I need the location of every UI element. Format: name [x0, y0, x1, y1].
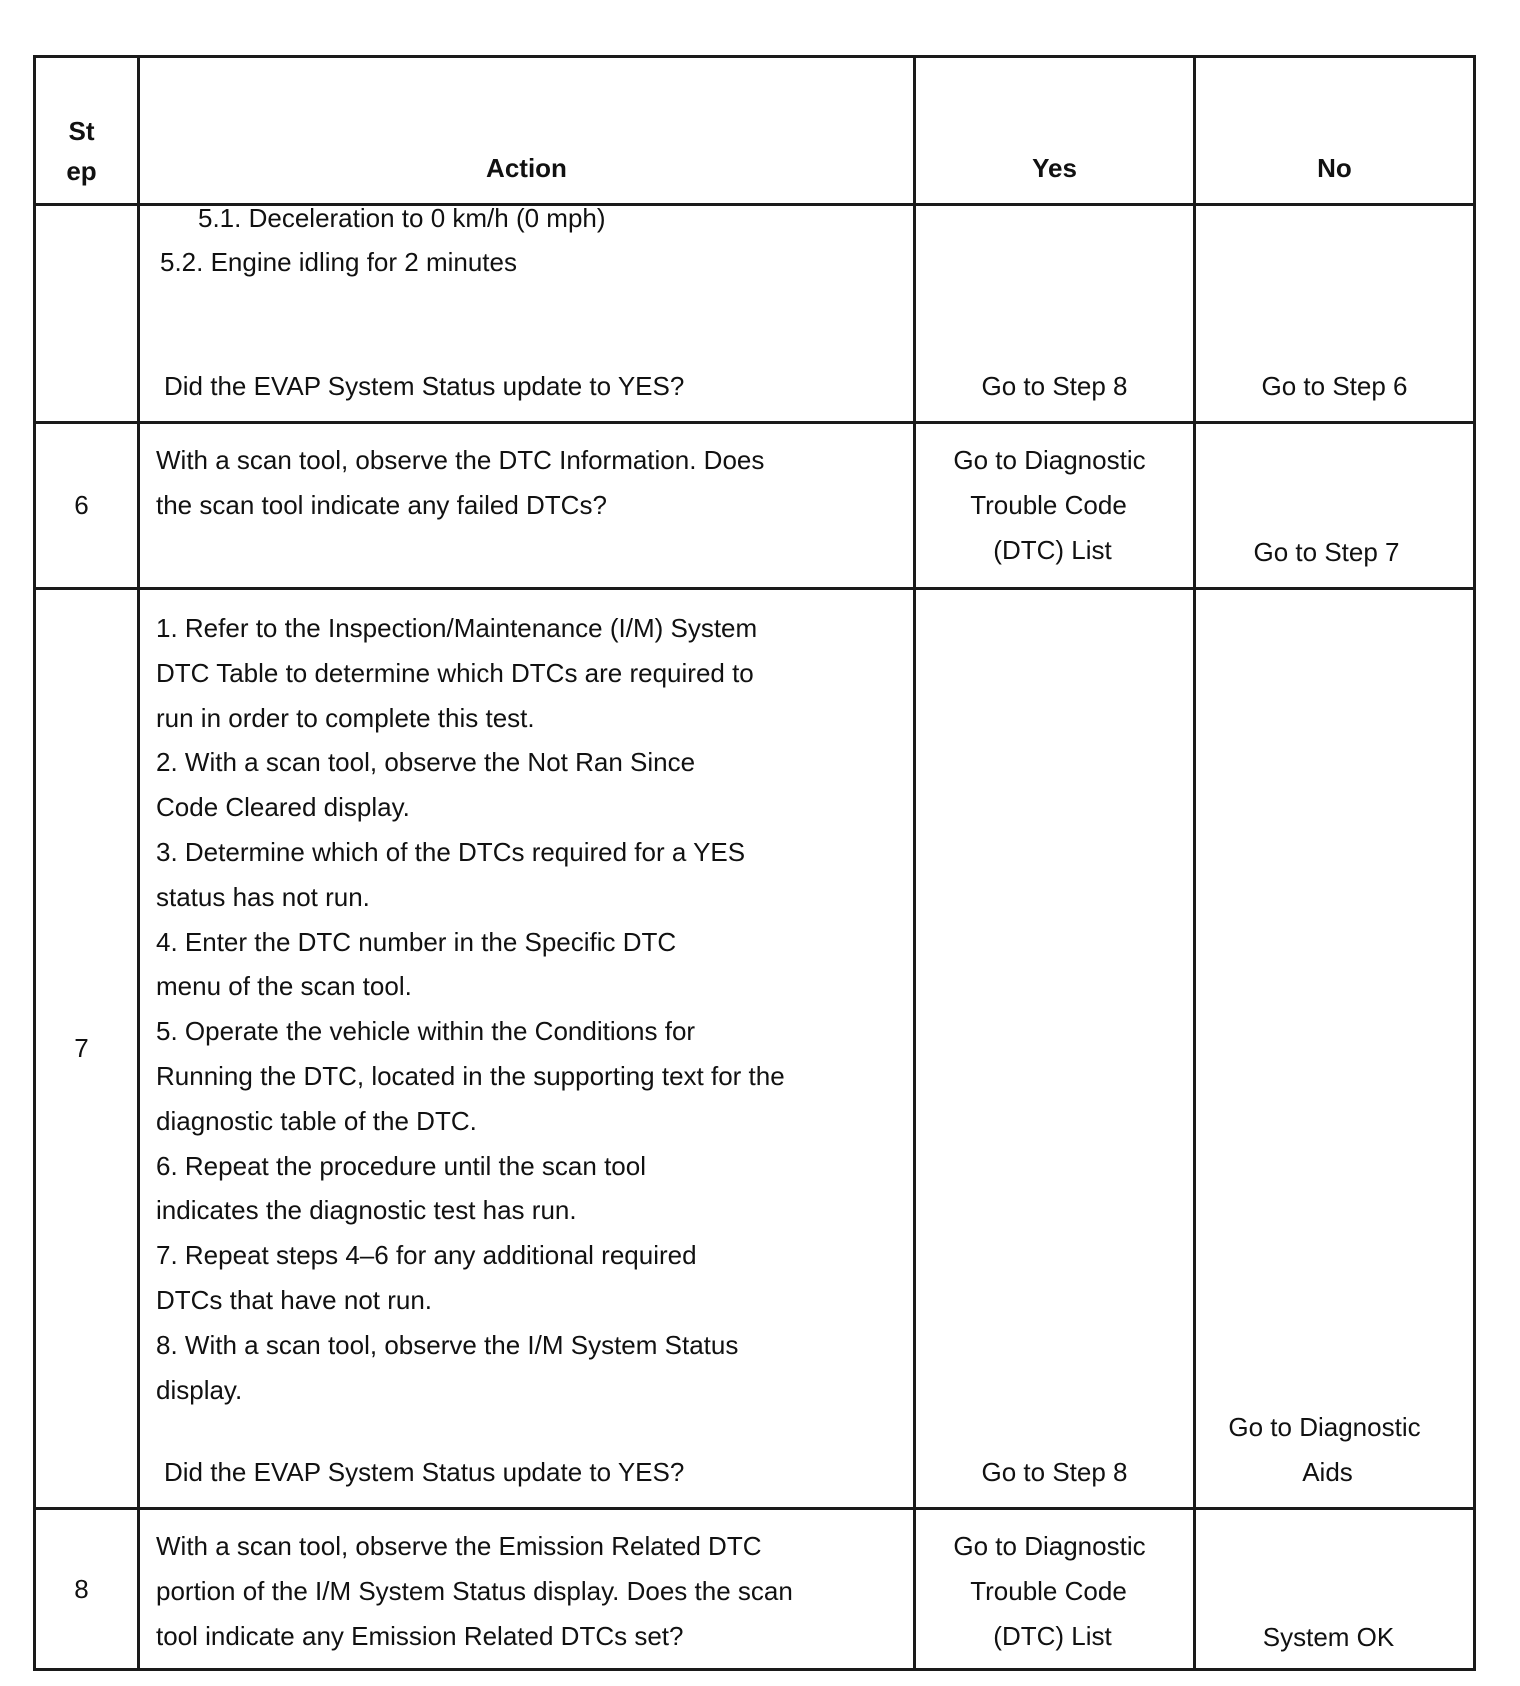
header-row — [35, 57, 1475, 205]
header-step-line2: ep — [66, 156, 97, 186]
action-line: With a scan tool, observe the DTC Information. Does — [156, 445, 765, 475]
yes-line: Go to Step 8 — [981, 371, 1128, 401]
action-line: 1. Refer to the Inspection/Maintenance (I/M) System — [156, 613, 758, 643]
action-line: diagnostic table of the DTC. — [156, 1105, 477, 1136]
action-line: 4. Enter the DTC number in the Specific DTC — [156, 926, 677, 957]
no-line: Go to Step 6 — [1261, 371, 1408, 401]
yes-line: Go to Step 8 — [981, 1457, 1128, 1487]
diagnostic-table — [33, 55, 1476, 1671]
yes-line: Trouble Code — [970, 1576, 1127, 1606]
no-cell — [1195, 423, 1475, 589]
yes-cell — [915, 205, 1195, 423]
action-line: run in order to complete this test. — [156, 702, 535, 733]
header-step-line1: St — [68, 116, 95, 146]
yes-cell — [915, 1509, 1195, 1670]
action-line: 8. With a scan tool, observe the I/M System Status — [156, 1329, 739, 1360]
action-line: 5. Operate the vehicle within the Conditions for — [156, 1016, 696, 1047]
no-line: Go to Diagnostic — [1228, 1412, 1421, 1442]
table-row — [35, 589, 1475, 1509]
header-step — [35, 57, 139, 205]
action-line: menu of the scan tool. — [156, 971, 412, 1002]
action-cell — [139, 423, 915, 589]
action-question: Did the EVAP System Status update to YES? — [164, 371, 685, 401]
header-no: No — [1195, 57, 1475, 205]
yes-cell — [915, 423, 1195, 589]
action-line: indicates the diagnostic test has run. — [156, 1195, 577, 1226]
action-line: Running the DTC, located in the supporting text for the — [156, 1060, 785, 1091]
action-line: Code Cleared display. — [156, 792, 410, 823]
action-cell — [139, 589, 915, 1509]
action-line: With a scan tool, observe the Emission Related DTC — [156, 1531, 762, 1561]
yes-cell — [915, 589, 1195, 1509]
header-yes: Yes — [915, 57, 1195, 205]
yes-line: (DTC) List — [993, 1621, 1112, 1651]
no-cell — [1195, 589, 1475, 1509]
no-line: Aids — [1302, 1457, 1353, 1487]
table-row — [35, 1509, 1475, 1670]
table-row — [35, 423, 1475, 589]
action-line: the scan tool indicate any failed DTCs? — [156, 490, 607, 520]
table-row — [35, 205, 1475, 423]
action-cell — [139, 205, 915, 423]
header-action: Action — [139, 57, 915, 205]
action-line: 7. Repeat steps 4–6 for any additional required — [156, 1240, 697, 1271]
action-question: Did the EVAP System Status update to YES? — [164, 1457, 685, 1487]
step-cell: 7 — [35, 589, 139, 1509]
action-line: 2. With a scan tool, observe the Not Ran Since — [156, 747, 696, 778]
no-line: Go to Step 7 — [1253, 537, 1400, 567]
yes-line: (DTC) List — [993, 535, 1112, 565]
step-cell — [35, 205, 139, 423]
action-line: 5.2. Engine idling for 2 minutes — [160, 247, 517, 277]
no-cell — [1195, 205, 1475, 423]
action-line: tool indicate any Emission Related DTCs set? — [156, 1621, 684, 1651]
action-cell — [139, 1509, 915, 1670]
no-cell — [1195, 1509, 1475, 1670]
action-line: 3. Determine which of the DTCs required for a YES — [156, 836, 746, 867]
action-line: portion of the I/M System Status display. Does the scan — [156, 1576, 793, 1606]
action-line: 6. Repeat the procedure until the scan tool — [156, 1150, 646, 1181]
action-line: display. — [156, 1374, 243, 1405]
yes-line: Trouble Code — [970, 490, 1127, 520]
action-line: status has not run. — [156, 881, 370, 912]
yes-line: Go to Diagnostic — [953, 445, 1146, 475]
step-cell: 8 — [35, 1509, 139, 1670]
step-cell: 6 — [35, 423, 139, 589]
yes-line: Go to Diagnostic — [953, 1531, 1146, 1561]
action-line: DTCs that have not run. — [156, 1284, 433, 1315]
action-line: 5.1. Deceleration to 0 km/h (0 mph) — [198, 203, 606, 233]
action-line: DTC Table to determine which DTCs are required to — [156, 657, 754, 688]
no-line: System OK — [1262, 1622, 1395, 1652]
